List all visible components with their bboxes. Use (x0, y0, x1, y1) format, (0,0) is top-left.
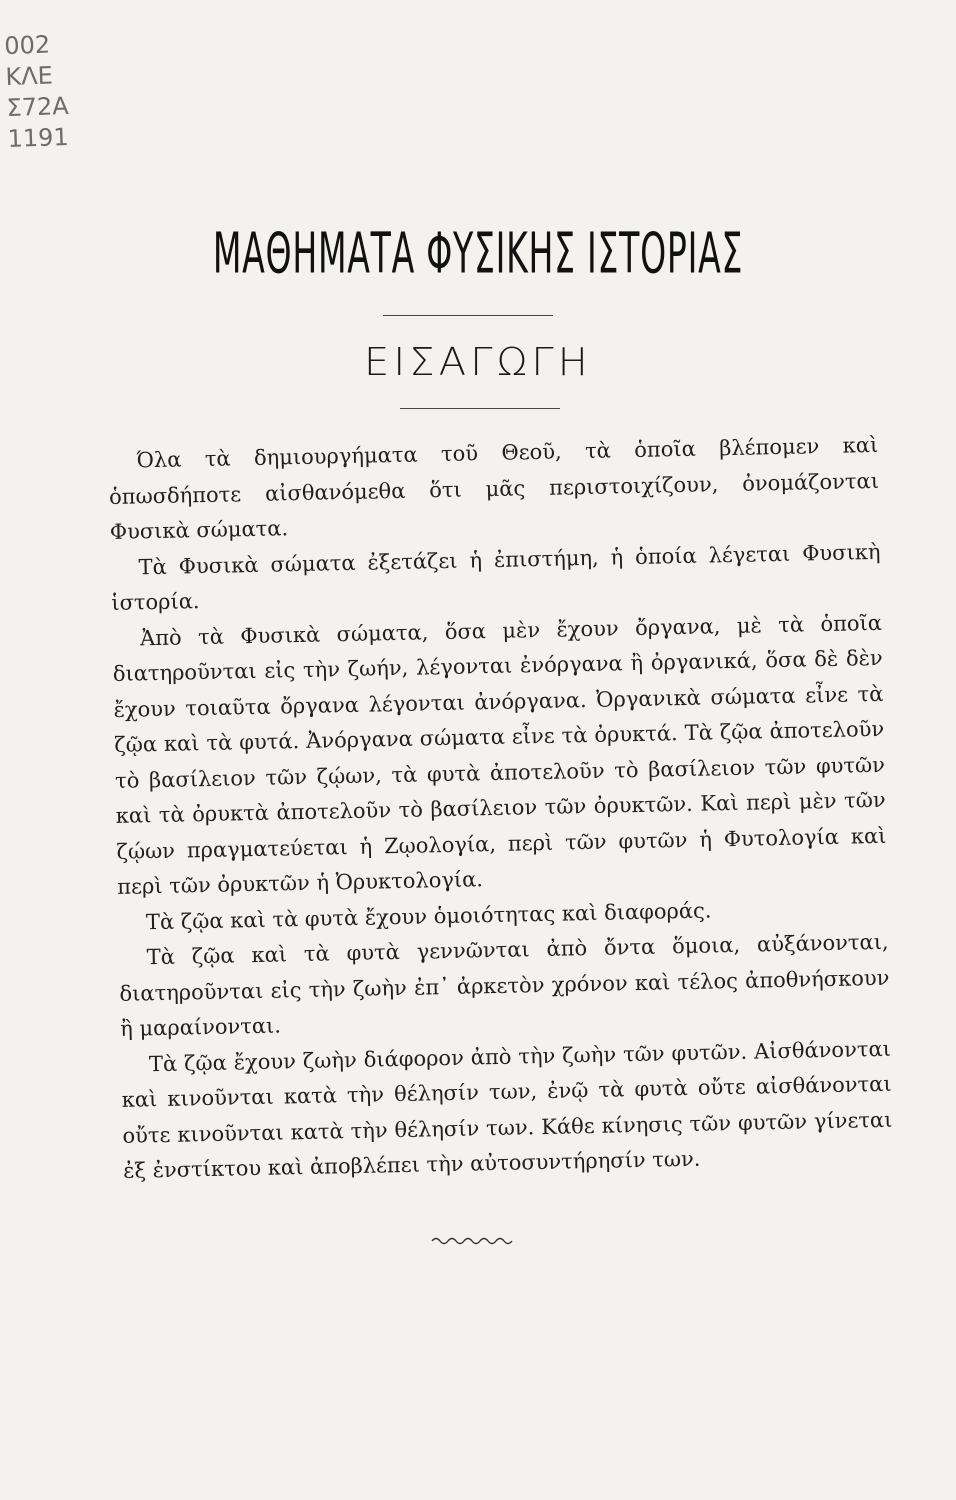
section-heading: ΕΙΣΑΓΩΓΗ (363, 340, 593, 384)
handwritten-catalog-note (4, 29, 70, 155)
catalog-note-line-1: 002 (3, 30, 51, 61)
paragraph-2: Τὰ Φυσικὰ σώματα ἐξετάζει ἡ ἐπιστήμη, ἡ ὁποία λέγεται Φυσικὴ ἱστορία. (111, 539, 881, 615)
wavy-line-ornament (430, 1232, 515, 1248)
heading-divider (400, 408, 560, 409)
paragraph-4: Τὰ ζῷα καὶ τὰ φυτὰ ἔχουν ὁμοιότητας καὶ διαφοράς. (145, 897, 712, 934)
catalog-note-line-4: 1191 (7, 122, 70, 154)
paragraph-3: Ἀπὸ τὰ Φυσικὰ σώματα, ὅσα μὲν ἔχουν ὄργανα, μὲ τὰ ὁποῖα διατηροῦνται εἰς τὴν ζωήν, λέγονται ἐνόργανα ἢ ὀργανικά, ὅσα δὲ δὲν ἔχουν τοιαῦτα ὄργανα λέγονται ἀνόργανα. Ὀργανικὰ σώματα εἶνε τὰ ζῷα καὶ τὰ φυτά. Ἀνόργανα σώματα εἶνε τὰ ὀρυκτά. Τὰ ζῷα ἀποτελοῦν τὸ βασίλειον τῶν ζῴων, τὰ φυτὰ ἀποτελοῦν τὸ βασίλειον τῶν φυτῶν καὶ τὰ ὀρυκτὰ ἀποτελοῦν τὸ βασίλειον τῶν ὀρυκτῶν. Καὶ περὶ μὲν τῶν ζῴων πραγματεύεται ἡ Ζῳολογία, περὶ τῶν φυτῶν ἡ Φυτολογία καὶ περὶ τῶν ὀρυκτῶν ἡ Ὀρυκτολογία. (112, 610, 887, 899)
body-text (108, 428, 893, 1189)
catalog-note-line-2: ΚΛΕ (4, 61, 54, 92)
paragraph-1: Όλα τὰ δημιουργήματα τοῦ Θεοῦ, τὰ ὁποῖα βλέπομεν καὶ ὁπωσδήποτε αἰσθανόμεθα ὅτι μᾶς περιστοιχίζουν, ὀνομάζονται Φυσικὰ σώματα. (108, 432, 880, 544)
paragraph-5: Τὰ ζῷα καὶ τὰ φυτὰ γεννῶνται ἀπὸ ὄντα ὅμοια, αὐξάνονται, διατηροῦνται εἰς τὴν ζωὴν ἐπ᾽ ἀρκετὸν χρόνον καὶ τέλος ἀποθνήσκουν ἢ μαραίνονται. (119, 929, 890, 1041)
title-divider (383, 315, 553, 316)
catalog-note-line-3: Σ72Α (6, 91, 70, 123)
page-title: ΜΑΘΗΜΑΤΑ ΦΥΣΙΚΗΣ ΙΣΤΟΡΙΑΣ (212, 220, 744, 286)
paragraph-6: Τὰ ζῷα ἔχουν ζωὴν διάφορον ἀπὸ τὴν ζωὴν τῶν φυτῶν. Αἰσθάνονται καὶ κινοῦνται κατὰ τὴν θέλησίν των, ἐνῷ τὰ φυτὰ οὔτε αἰσθάνονται οὔτε κινοῦνται κατὰ τὴν θέλησίν των. Κάθε κίνησις τῶν φυτῶν γίνεται ἐξ ἐνστίκτου καὶ ἀποβλέπει τὴν αὐτοσυντήρησίν των. (121, 1036, 893, 1183)
